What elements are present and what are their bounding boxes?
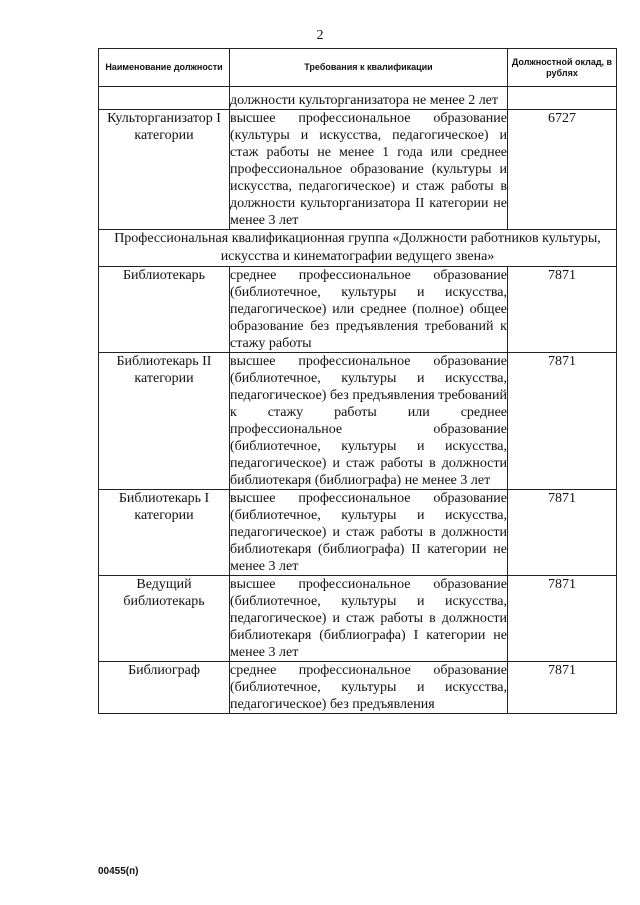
salary-cell [508,87,617,110]
requirements-cell: среднее профессиональное образование (библиотечное, культуры и искусства, педагогическое) без предъявления [230,663,507,712]
requirements-cell: среднее профессиональное образование (библиотечное, культуры и искусства, педагогическое) или среднее (полное) общее образование без предъявления требований к стажу работы [230,268,507,351]
table-row [99,490,617,576]
position-name-cell: Библиотекарь [99,267,230,353]
salary-cell: 7871 [508,576,617,662]
group-heading: Профессиональная квалификационная группа «Должности работников культуры, искусства и кинематографии ведущего звена» [99,230,617,267]
document-code: 00455(п) [98,866,139,877]
table-row [99,353,617,490]
page-number: 2 [316,28,324,43]
salary-cell: 7871 [508,267,617,353]
table-row [99,87,617,110]
group-heading-row [99,230,617,267]
position-name-cell: Библиотекарь I категории [99,490,230,576]
table-header-row [99,49,617,87]
position-name-cell: Библиотекарь II категории [99,353,230,490]
table-row [99,662,617,714]
requirements-cell: высшее профессиональное образование (культуры и искусства, педагогическое) и стаж работы не менее 1 года или среднее профессиональное образование (культуры и искусства, педагогическое) и стаж работы в должности культорганизатора II категории не менее 3 лет [230,111,507,228]
header-salary: Должностной оклад, в рублях [508,49,617,87]
requirements-cell: высшее профессиональное образование (библиотечное, культуры и искусства, педагогическое) и стаж работы в должности библиотекаря (библиографа) II категории не менее 3 лет [230,491,507,574]
position-name-cell [99,87,230,110]
header-position-name: Наименование должности [99,49,230,87]
header-requirements: Требования к квалификации [230,49,508,87]
position-name-cell: Культорганизатор I категории [99,110,230,230]
position-name-cell: Ведущий библиотекарь [99,576,230,662]
salary-cell: 7871 [508,353,617,490]
table-row [99,110,617,230]
salary-cell: 6727 [508,110,617,230]
requirements-cell: высшее профессиональное образование (библиотечное, культуры и искусства, педагогическое) и стаж работы в должности библиотекаря (библиографа) I категории не менее 3 лет [230,577,507,660]
salary-cell: 7871 [508,490,617,576]
requirements-cell: высшее профессиональное образование (библиотечное, культуры и искусства, педагогическое) без предъявления требований к стажу работы или среднее профессиональное образование (библиотечное, культуры и искусства, педагогическое) и стаж работы в должности библиотекаря (библиографа) не менее 3 лет [230,354,507,488]
table-row [99,267,617,353]
qualification-table [98,48,617,714]
salary-cell: 7871 [508,662,617,714]
position-name-cell: Библиограф [99,662,230,714]
table-row [99,576,617,662]
requirements-cell: должности культорганизатора не менее 2 лет [230,87,508,110]
